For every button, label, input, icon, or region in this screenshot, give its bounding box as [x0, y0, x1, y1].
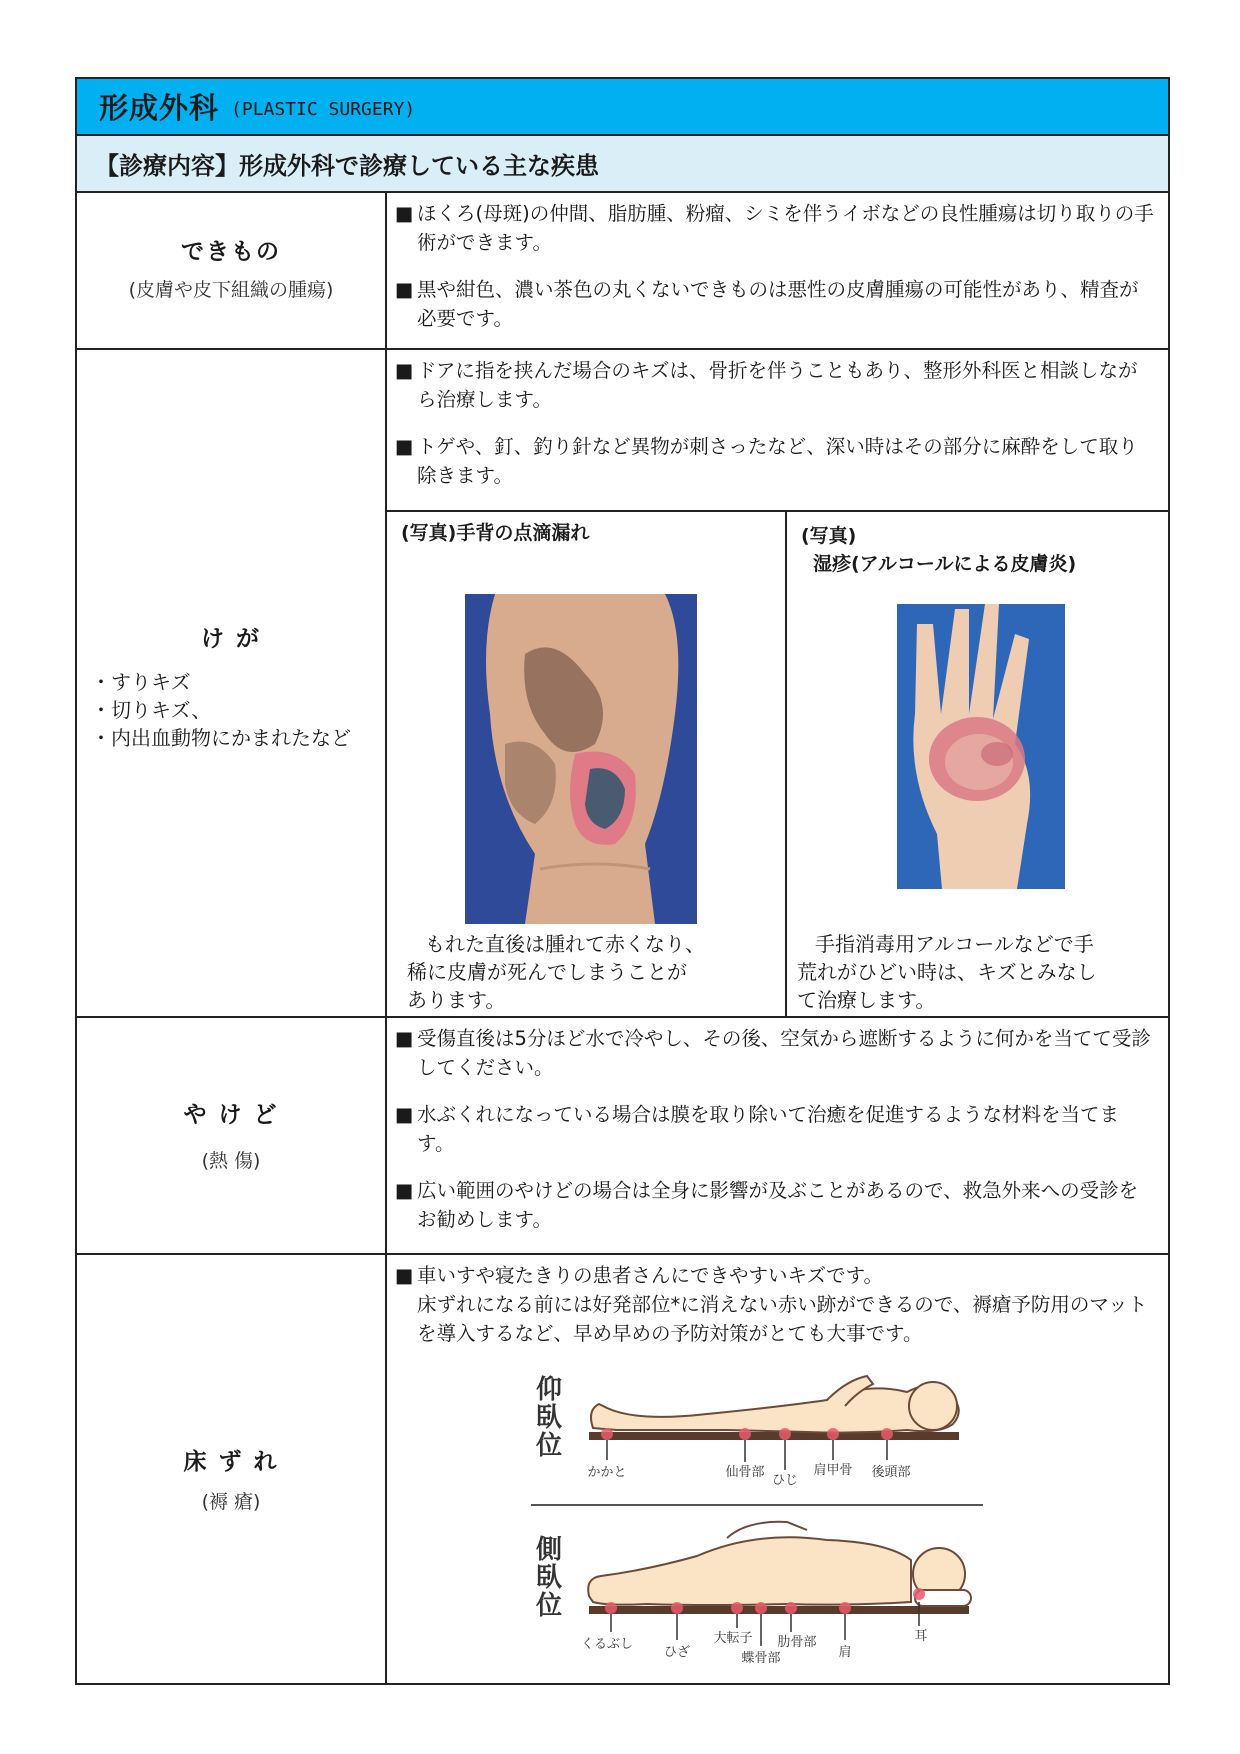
- row-tokozure-bullet: ■ 車いすや寝たきりの患者さんにできやすいキズです。 床ずれになる前には好発部位*に消えない赤い跡ができるので、褥瘡予防用のマットを導入するなど、早め早めの予防対策がとても大事です。: [395, 1264, 1148, 1345]
- lateral-figure: [588, 1522, 971, 1614]
- lateral-point-label: 肋骨部: [777, 1635, 817, 1650]
- lateral-point-label: 肩: [838, 1645, 852, 1660]
- row-tokozure-title: 床 ず れ: [183, 1449, 279, 1475]
- lateral-point-label: 大転子: [713, 1631, 753, 1646]
- row-yakedo-title: や け ど: [183, 1102, 279, 1128]
- row-kega-bullet: ■ トゲや、釘、釣り針など異物が刺さったなど、深い時はその部分に麻酔をして取り除きます。: [395, 435, 1138, 487]
- row-tokozure-label-cell: [77, 1255, 387, 1685]
- supine-point-label: 肩甲骨: [813, 1463, 853, 1478]
- lateral-label-char: 位: [535, 1591, 563, 1621]
- row-dekimono-subtitle: (皮膚や皮下組織の腫瘍): [128, 279, 334, 301]
- row-kega-content-cell: [387, 350, 1168, 1016]
- eczema-hand-photo: [897, 604, 1065, 889]
- supine-figure: [589, 1376, 959, 1440]
- photo1-caption: もれた直後は腫れて赤くなり、 稀に皮膚が死んでしまうことが あります。: [407, 932, 705, 1012]
- lateral-point-label: ひざ: [663, 1645, 691, 1660]
- supine-point-label: 仙骨部: [725, 1465, 765, 1480]
- row-kega-title: け が: [200, 626, 261, 652]
- supine-label-char: 位: [535, 1431, 563, 1461]
- row-kega-list: [91, 668, 351, 752]
- lateral-label-char: 側: [535, 1535, 563, 1565]
- lateral-label-char: 臥: [535, 1563, 563, 1593]
- row-kega: [77, 350, 1168, 1018]
- row-kega-label-cell: [77, 350, 387, 1016]
- supine-point-label: ひじ: [771, 1473, 799, 1488]
- photo2-caption: 手指消毒用アルコールなどで手 荒れがひどい時は、キズとみなし て治療します。: [797, 932, 1097, 1012]
- document-sheet: [75, 77, 1170, 1685]
- row-kega-bullet: ■ ドアに指を挟んだ場合のキズは、骨折を伴うこともあり、整形外科医と相談しながら治療します。: [395, 359, 1138, 411]
- row-yakedo-subtitle: (熱 傷): [201, 1150, 261, 1172]
- row-dekimono-bullet: ■ ほくろ(母斑)の仲間、脂肪腫、粉瘤、シミを伴うイボなどの良性腫瘍は切り取りの手術ができます。: [395, 202, 1154, 254]
- row-tokozure-subtitle: (褥 瘡): [201, 1491, 261, 1513]
- section-heading: [77, 136, 1168, 193]
- list-item: ・切りキズ、: [91, 698, 212, 722]
- section-heading-text: 【診療内容】形成外科で診療している主な疾患: [95, 152, 599, 180]
- page-title: 形成外科: [99, 91, 220, 125]
- row-yakedo-content-cell: [387, 1018, 1168, 1253]
- row-dekimono-bullet: ■ 黒や紺色、濃い茶色の丸くないできものは悪性の皮膚腫瘍の可能性があり、精査が必要です。: [395, 278, 1139, 330]
- page-title-english: (PLASTIC SURGERY): [231, 99, 416, 120]
- row-tokozure: [77, 1255, 1168, 1685]
- lateral-point-label: 蝶骨部: [741, 1651, 781, 1666]
- photo-area: [387, 510, 1168, 1016]
- title-bar: [77, 79, 1168, 136]
- supine-label: [536, 1375, 562, 1461]
- photo2-heading: (写真) 湿疹(アルコールによる皮膚炎): [801, 525, 1077, 575]
- row-yakedo-bullet: ■ 広い範囲のやけどの場合は全身に影響が及ぶことがあるので、救急外来への受診をお勧めします。: [395, 1179, 1139, 1231]
- row-tokozure-content-cell: [387, 1255, 1168, 1685]
- supine-label-char: 仰: [535, 1375, 563, 1405]
- list-item: ・内出血動物にかまれたなど: [91, 726, 351, 750]
- row-dekimono-title: できもの: [181, 239, 281, 265]
- supine-label-char: 臥: [535, 1403, 563, 1433]
- photo1-heading: (写真)手背の点滴漏れ: [401, 522, 590, 544]
- lateral-label: [536, 1534, 562, 1621]
- row-yakedo-label-cell: [77, 1018, 387, 1253]
- pressure-ulcer-diagram: [527, 1370, 987, 1675]
- supine-point-label: かかと: [587, 1465, 627, 1480]
- supine-point-label: 後頭部: [871, 1465, 911, 1480]
- row-dekimono: [77, 193, 1168, 350]
- row-yakedo: [77, 1018, 1168, 1255]
- lateral-point-label: 耳: [914, 1629, 928, 1644]
- lateral-point-label: くるぶし: [580, 1637, 634, 1652]
- row-yakedo-bullet: ■ 受傷直後は5分ほど水で冷やし、その後、空気から遮断するように何かを当てて受診してください。: [395, 1027, 1151, 1079]
- row-dekimono-label-cell: [77, 193, 387, 348]
- iv-leak-hand-photo: [465, 594, 697, 924]
- list-item: ・すりキズ: [91, 670, 191, 694]
- photo-divider: [785, 512, 787, 1016]
- row-yakedo-bullet: ■ 水ぶくれになっている場合は膜を取り除いて治癒を促進するような材料を当てます。: [395, 1103, 1120, 1155]
- row-dekimono-content-cell: [387, 193, 1168, 348]
